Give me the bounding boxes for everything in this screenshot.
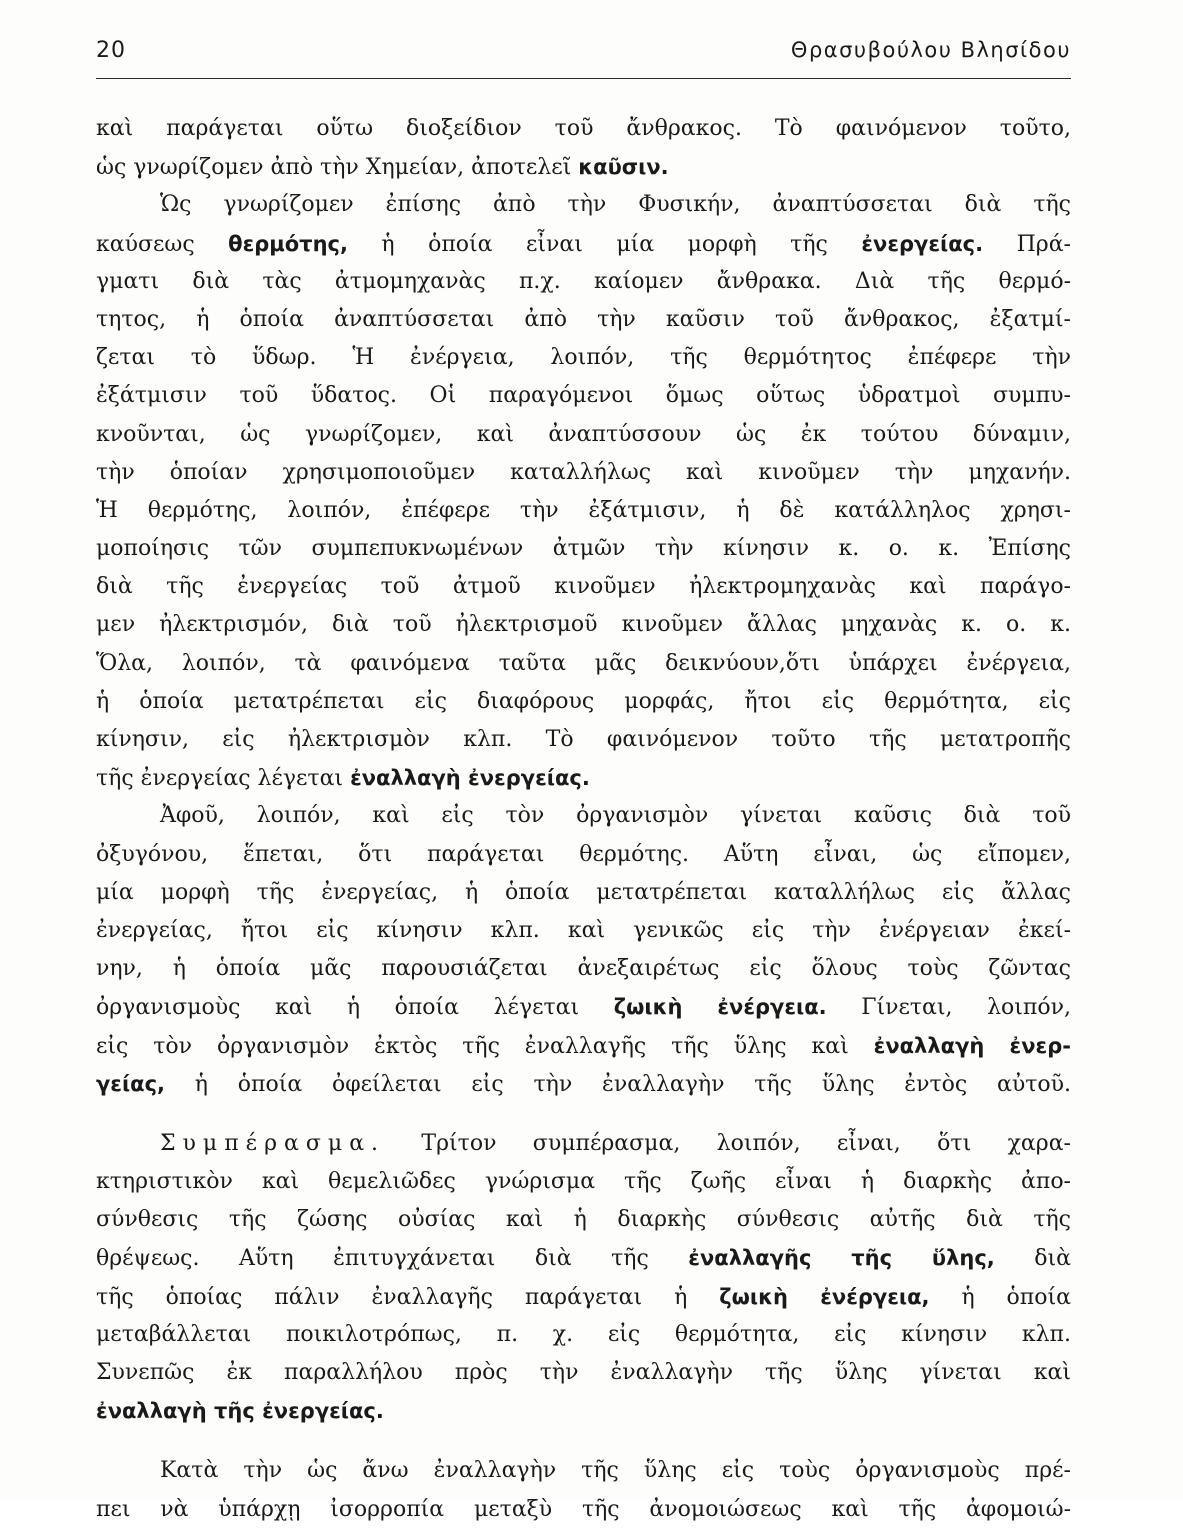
text-run: ὀργανισμοὺς καὶ ἡ ὁποία λέγεται (96, 995, 614, 1021)
text-run: Ὡς γνωρίζομεν ἐπίσης ἀπὸ τὴν Φυσικήν, ἀναπτύσσεται διὰ τῆς (160, 192, 1071, 218)
text-line (96, 950, 1071, 988)
text-line (96, 1278, 1071, 1316)
text-run: Τρίτον συμπέρασμα, λοιπόν, εἶναι, ὅτι χαρα- (385, 1130, 1071, 1156)
bold-term: ἐνεργείας. (861, 231, 984, 256)
text-run: καύσεως (96, 231, 229, 257)
text-line (96, 568, 1071, 606)
bold-term: ζωικὴ ἐνέργεια. (613, 995, 827, 1020)
bold-term: καῦσιν. (578, 155, 669, 180)
text-line (96, 721, 1071, 759)
bold-term: ἐναλλαγὴ ἐνεργείας. (350, 766, 590, 791)
text-run: μοποίησις τῶν συμπεπυκνωμένων ἀτμῶν τὴν κίνησιν κ. ο. κ. Ἐπίσης (96, 536, 1071, 562)
text-run: πει νὰ ὑπάρχῃ ἰσορροπία μεταξὺ τῆς ἀνομοιώσεως καὶ τῆς ἀφομοιώ- (96, 1496, 1071, 1522)
text-line (96, 416, 1071, 454)
text-line (96, 148, 1071, 186)
running-head (96, 38, 1071, 72)
text-run: Συνεπῶς ἐκ παραλλήλου πρὸς τὴν ἐναλλαγὴν τῆς ὕλης γίνεται καὶ (96, 1360, 1071, 1385)
text-line (96, 606, 1071, 644)
text-run: ἡ ὁποία ὀφείλεται εἰς τὴν ἐναλλαγὴν τῆς ὕλης ἐντὸς αὐτοῦ. (165, 1071, 1071, 1097)
text-run: μεν ἠλεκτρισμόν, διὰ τοῦ ἠλεκτρισμοῦ κινοῦμεν ἄλλας μηχανὰς κ. ο. κ. (96, 612, 1071, 638)
text-line (96, 339, 1071, 377)
text-line (96, 263, 1071, 301)
text-line (96, 683, 1071, 721)
body-text (96, 110, 1071, 1529)
text-line (96, 186, 1071, 224)
text-run: σύνθεσις τῆς ζώσης οὐσίας καὶ ἡ διαρκὴς σύνθεσις αὐτῆς διὰ τῆς (96, 1207, 1071, 1233)
text-run: ὀξυγόνου, ἕπεται, ὅτι παράγεται θερμότης. Αὕτη εἶναι, ὡς εἴπομεν, (96, 841, 1071, 867)
text-run: τὴν ὁποίαν χρησιμοποιοῦμεν καταλλήλως καὶ κινοῦμεν τὴν μηχανήν. (96, 459, 1071, 485)
text-run: κίνησιν, εἰς ἠλεκτρισμὸν κλπ. Τὸ φαινόμενον τοῦτο τῆς μετατροπῆς (96, 727, 1071, 752)
text-line (96, 1065, 1071, 1103)
text-line (96, 874, 1071, 912)
bold-term: ζωικὴ ἐνέργεια, (719, 1284, 930, 1309)
text-line (96, 912, 1071, 950)
text-run: νην, ἡ ὁποία μᾶς παρουσιάζεται ἀνεξαιρέτως εἰς ὅλους τοὺς ζῶντας (96, 956, 1071, 982)
bold-term: γείας, (96, 1071, 166, 1096)
text-run: ἡ ὁποία (929, 1284, 1071, 1310)
text-line (96, 454, 1071, 492)
text-run: ἡ ὁποία εἶναι μία μορφὴ τῆς (347, 231, 862, 257)
text-line (96, 836, 1071, 874)
text-run: Ἀφοῦ, λοιπόν, καὶ εἰς τὸν ὀργανισμὸν γίνεται καῦσις διὰ τοῦ (160, 803, 1071, 829)
page-number: 20 (96, 38, 126, 63)
text-run: Κατὰ τὴν ὡς ἄνω ἐναλλαγὴν τῆς ὕλης εἰς τοὺς ὀργανισμοὺς πρέ- (160, 1458, 1071, 1484)
running-head-title: Θρασυβούλου Βλησίδου (790, 38, 1071, 62)
text-line (96, 759, 1071, 797)
bold-term: ἐναλλαγὴ τῆς ἐνεργείας. (96, 1399, 384, 1424)
text-run: ἐνεργείας, ἤτοι εἰς κίνησιν κλπ. καὶ γενικῶς εἰς τὴν ἐνέργειαν ἐκεί- (96, 917, 1071, 943)
text-run: ἡ ὁποία μετατρέπεται εἰς διαφόρους μορφάς, ἤτοι εἰς θερμότητα, εἰς (96, 688, 1071, 714)
text-line (96, 645, 1071, 683)
text-run: εἰς τὸν ὀργανισμὸν ἐκτὸς τῆς ἐναλλαγῆς τῆς ὕλης καὶ (96, 1033, 874, 1059)
header-rule (96, 78, 1071, 79)
text-run: ζεται τὸ ὕδωρ. Ἡ ἐνέργεια, λοιπόν, τῆς θερμότητος ἐπέφερε τὴν (96, 345, 1071, 371)
text-line (96, 1452, 1071, 1490)
text-line (96, 1316, 1071, 1354)
text-line (96, 988, 1071, 1026)
text-run: διὰ τῆς ἐνεργείας τοῦ ἀτμοῦ κινοῦμεν ἠλεκτρομηχανὰς καὶ παράγο- (96, 574, 1071, 600)
text-run: κνοῦνται, ὡς γνωρίζομεν, καὶ ἀναπτύσσουν ὡς ἐκ τούτου δύναμιν, (96, 421, 1071, 447)
paragraph-gap (96, 1103, 1071, 1125)
text-line (96, 110, 1071, 148)
text-line (96, 377, 1071, 415)
text-run: Ἡ θερμότης, λοιπόν, ἐπέφερε τὴν ἐξάτμισιν, ἡ δὲ κατάλληλος χρησι- (96, 497, 1071, 523)
text-line (96, 1239, 1071, 1277)
text-line (96, 1027, 1071, 1065)
text-run: μεταβάλλεται ποικιλοτρόπως, π. χ. εἰς θερμότητα, εἰς κίνησιν κλπ. (96, 1321, 1071, 1347)
text-run: ἐξάτμισιν τοῦ ὕδατος. Οἱ παραγόμενοι ὅμως οὕτως ὑδρατμοὶ συμπυ- (96, 383, 1071, 409)
text-run: γματι διὰ τὰς ἀτμομηχανὰς π.χ. καίομεν ἄνθρακα. Διὰ τῆς θερμό- (96, 268, 1071, 294)
text-run: τῆς ἐνεργείας λέγεται (96, 766, 351, 792)
text-line (96, 492, 1071, 530)
text-run: ὡς γνωρίζομεν ἀπὸ τὴν Χημείαν, ἀποτελεῖ (96, 155, 579, 181)
text-run: θρέψεως. Αὕτη ἐπιτυγχάνεται διὰ τῆς (96, 1246, 689, 1272)
text-line (96, 1392, 1071, 1430)
text-line (96, 797, 1071, 835)
text-line (96, 1201, 1071, 1239)
text-run: καὶ παράγεται οὕτω διοξείδιον τοῦ ἄνθρακος. Τὸ φαινόμενον τοῦτο, (96, 116, 1071, 141)
spaced-heading: Συμπέρασμα. (160, 1130, 386, 1156)
bold-term: θερμότης, (228, 231, 348, 256)
text-line (96, 1163, 1071, 1201)
paragraph-gap (96, 1430, 1071, 1452)
text-line (96, 301, 1071, 339)
text-line (96, 1125, 1071, 1163)
bold-term: ἐναλλαγὴ ἐνερ- (873, 1033, 1071, 1058)
text-line (96, 530, 1071, 568)
text-run: κτηριστικὸν καὶ θεμελιῶδες γνώρισμα τῆς ζωῆς εἶναι ἡ διαρκὴς ἀπο- (96, 1169, 1071, 1195)
text-run: τητος, ἡ ὁποία ἀναπτύσσεται ἀπὸ τὴν καῦσιν τοῦ ἄνθρακος, ἐξατμί- (96, 306, 1071, 332)
text-run: Γίνεται, λοιπόν, (826, 995, 1071, 1021)
text-run: διὰ (994, 1246, 1071, 1272)
text-line (96, 1491, 1071, 1529)
text-run: Πρά- (983, 231, 1071, 257)
text-line (96, 1354, 1071, 1392)
text-line (96, 225, 1071, 263)
text-run: μία μορφὴ τῆς ἐνεργείας, ἡ ὁποία μετατρέπεται καταλλήλως εἰς ἄλλας (96, 879, 1071, 905)
text-run: τῆς ὁποίας πάλιν ἐναλλαγῆς παράγεται ἡ (96, 1284, 720, 1310)
bold-term: ἐναλλαγῆς τῆς ὕλης, (688, 1246, 995, 1271)
text-run: Ὅλα, λοιπόν, τὰ φαινόμενα ταῦτα μᾶς δεικνύουν,ὅτι ὑπάρχει ἐνέργεια, (96, 650, 1071, 676)
